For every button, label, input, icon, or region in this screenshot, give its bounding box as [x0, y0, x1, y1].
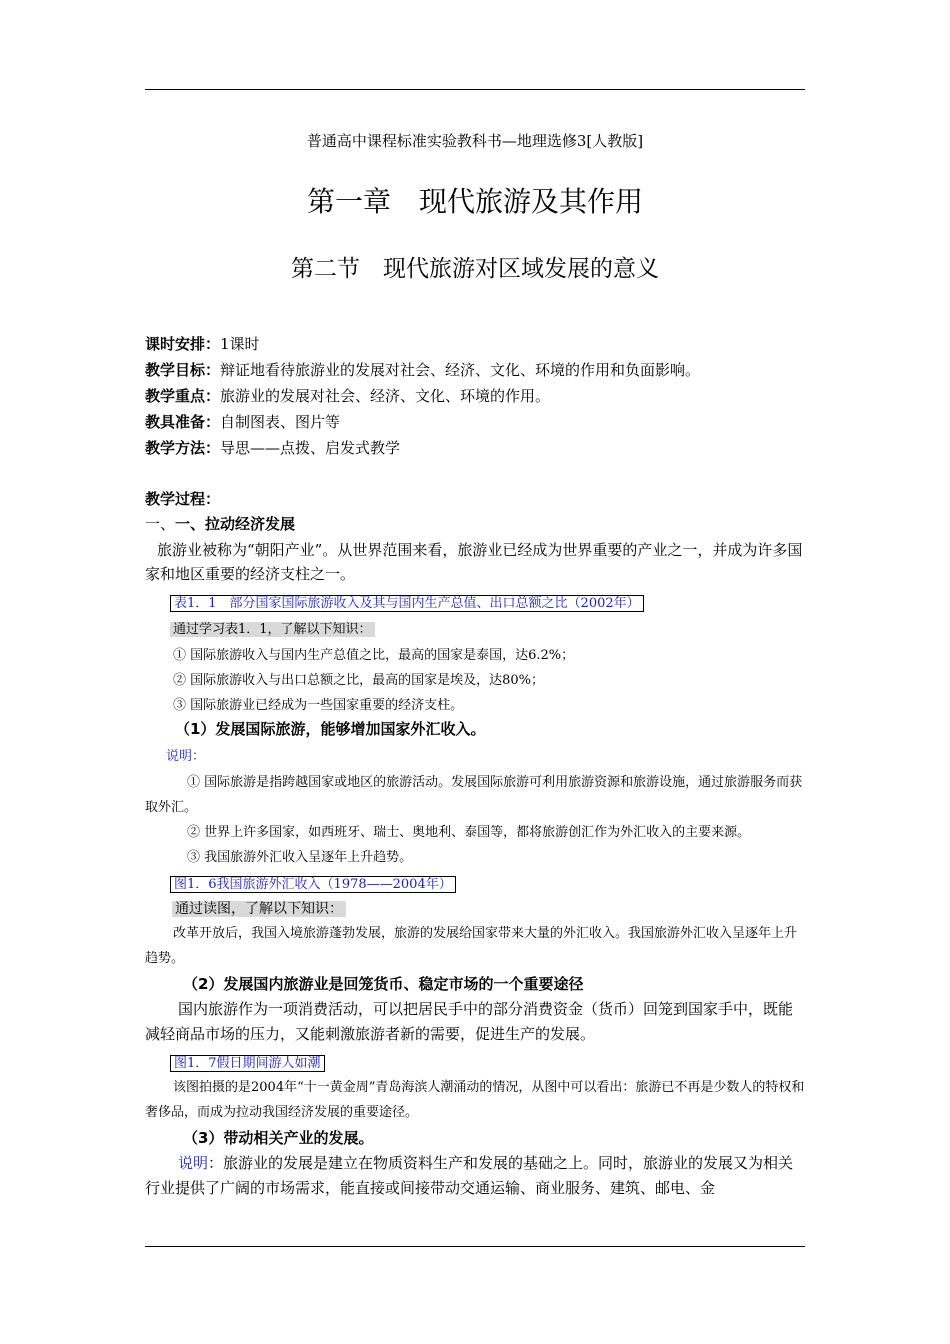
- part1-heading: 一、一、拉动经济发展: [145, 515, 296, 533]
- table-1-1-link[interactable]: 表1．1 部分国家国际旅游收入及其与国内生产总值、出口总额之比（2002年）: [170, 595, 644, 612]
- table-point-1: ① 国际旅游收入与国内生产总值之比，最高的国家是泰国，达6.2%；: [173, 648, 575, 663]
- bottom-rule: [145, 1246, 805, 1247]
- top-rule: [145, 89, 805, 90]
- note-point-2: ② 世界上许多国家，如西班牙、瑞士、奥地利、泰国等，都将旅游创汇作为外汇收入的主要来源。: [187, 825, 751, 840]
- meta-goal: 教学目标：辩证地看待旅游业的发展对社会、经济、文化、环境的作用和负面影响。: [145, 361, 701, 379]
- note-label: 说明：: [166, 749, 206, 764]
- read-figure-prompt: 通过读图，了解以下知识：: [172, 901, 346, 917]
- note-point-1: ① 国际旅游是指跨越国家或地区的旅游活动。发展国际旅游可利用旅游资源和旅游设施，通过旅游服务而获取外汇。: [145, 775, 803, 815]
- book-subtitle: 普通高中课程标准实验教科书—地理选修3[人教版]: [306, 132, 644, 150]
- figure-1-6-link[interactable]: 图1．6我国旅游外汇收入（1978——2004年）: [170, 876, 456, 893]
- chapter-title: 第一章 现代旅游及其作用: [306, 185, 643, 218]
- table-point-3: ③ 国际旅游业已经成为一些国家重要的经济支柱。: [173, 698, 464, 713]
- subheading-2: （2）发展国内旅游业是回笼货币、稳定市场的一个重要途径: [183, 975, 584, 993]
- figure-1-7-link[interactable]: 图1．7假日期间游人如潮: [170, 1055, 325, 1072]
- process-heading: 教学过程：: [145, 490, 221, 508]
- subheading-1: （1）发展国际旅游，能够增加国家外汇收入。: [175, 720, 486, 738]
- study-table-prompt: 通过学习表1．1，了解以下知识：: [170, 622, 375, 637]
- figure-1-6-text: 改革开放后，我国入境旅游蓬勃发展，旅游的发展给国家带来大量的外汇收入。我国旅游外汇收入呈逐年上升趋势。: [145, 926, 798, 966]
- table-point-2: ② 国际旅游收入与出口总额之比，最高的国家是埃及，达80%；: [173, 673, 545, 688]
- note-point-3: ③ 我国旅游外汇收入呈逐年上升趋势。: [187, 850, 413, 865]
- meta-schedule: 课时安排：1课时: [145, 335, 260, 353]
- domestic-paragraph: 国内旅游作为一项消费活动，可以把居民手中的部分消费资金（货币）回笼到国家手中，既能减轻商品市场的压力，又能刺激旅游者新的需要，促进生产的发展。: [145, 1000, 794, 1043]
- meta-focus: 教学重点：旅游业的发展对社会、经济、文化、环境的作用。: [145, 387, 551, 405]
- intro-paragraph: 旅游业被称为“朝阳产业”。从世界范围来看，旅游业已经成为世界重要的产业之一，并成为许多国家和地区重要的经济支柱之一。: [145, 541, 803, 583]
- meta-method: 教学方法：导思——点拨、启发式教学: [145, 439, 401, 457]
- meta-tools: 教具准备：自制图表、图片等: [145, 413, 341, 431]
- figure-1-7-text: 该图拍摄的是2004年“十一黄金周”青岛海滨人潮涌动的情况，从图中可以看出：旅游已不再是少数人的特权和奢侈品，而成为拉动我国经济发展的重要途径。: [145, 1080, 805, 1120]
- section-title: 第二节 现代旅游对区域发展的意义: [291, 256, 659, 282]
- subheading-3: （3）带动相关产业的发展。: [183, 1129, 374, 1147]
- related-paragraph: 说明：旅游业的发展是建立在物质资料生产和发展的基础之上。同时，旅游业的发展又为相关行业提供了广阔的市场需求，能直接或间接带动交通运输、商业服务、建筑、邮电、金: [145, 1154, 794, 1197]
